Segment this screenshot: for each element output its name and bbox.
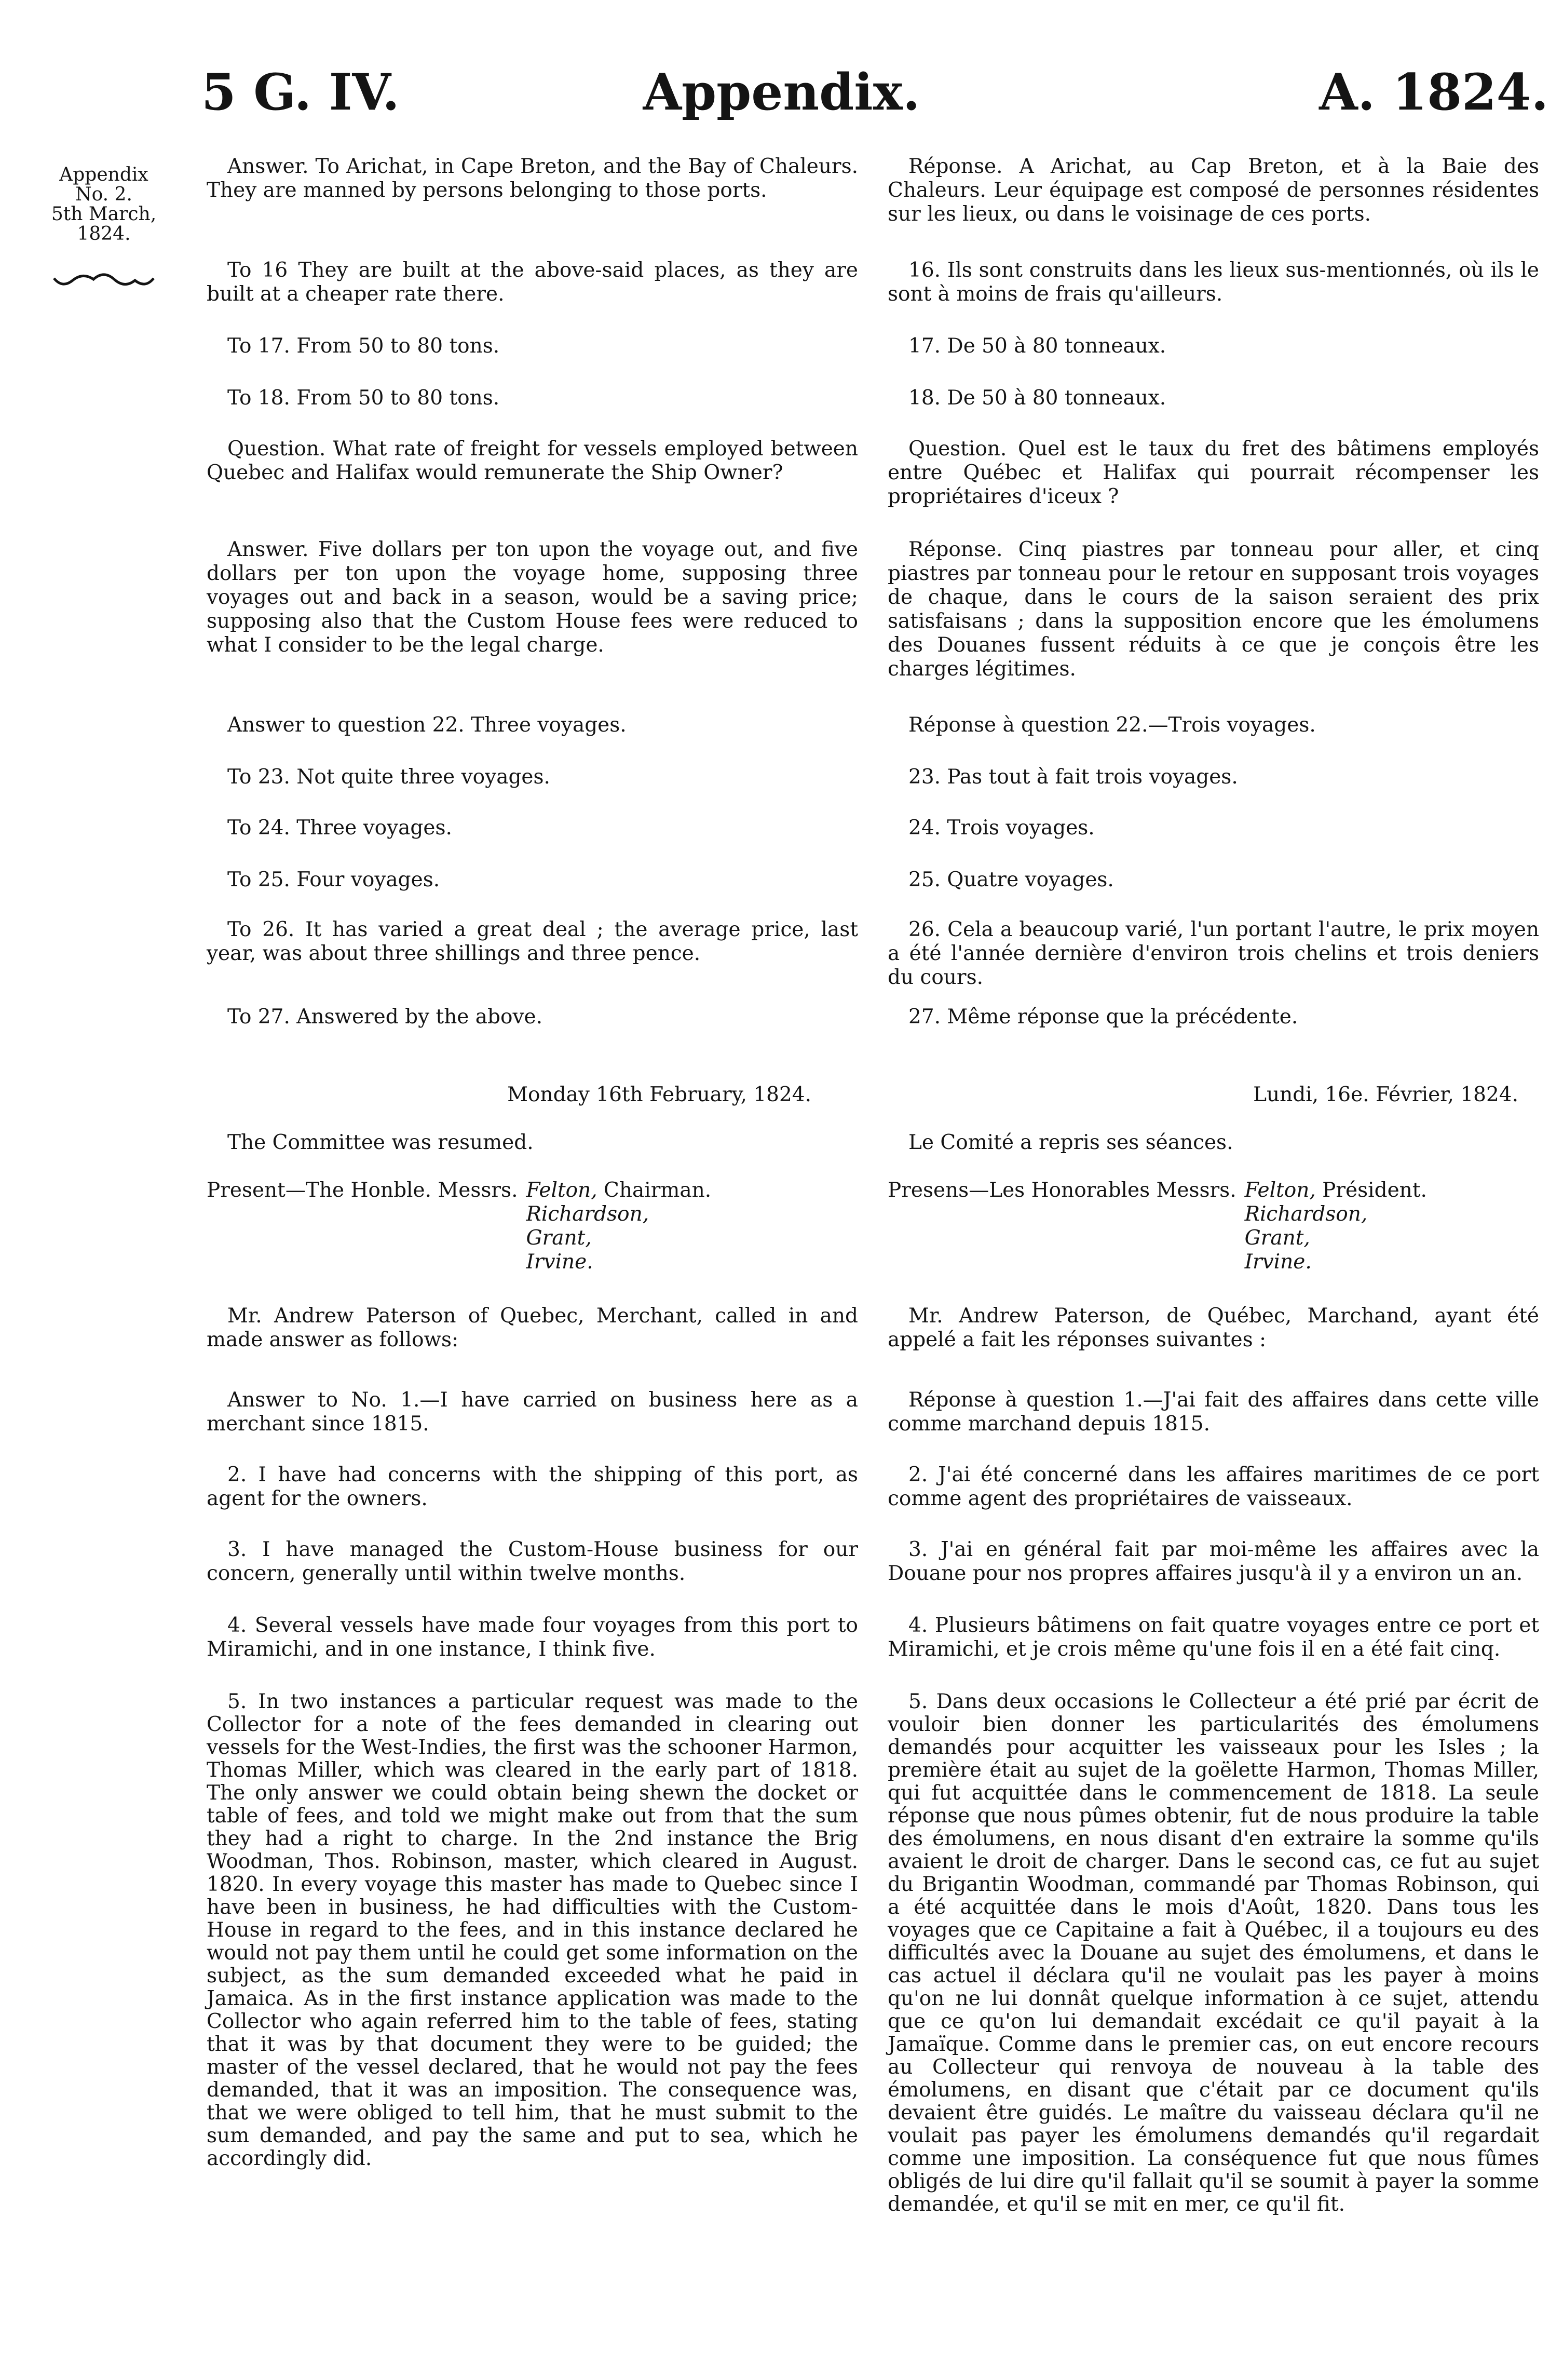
fr-answer-no5: 5. Dans deux occasions le Collecteur a été prié par écrit de vouloir bien donner les particularités des émolumens demandés pour acquitter les vaisseaux pour les Isles ; la première était au sujet de la goëlette Harmon, Thomas Miller, qui fut acquittée dans le commencement de 1818. La seule réponse que nous pûmes obtenir, fut de nous produire la table des émolumens, en nous disant d'en extraire la somme qu'ils avaient le droit de charger. Dans le second cas, ce fut au sujet du Brigantin Woodman, commandé par Thomas Robinson, qui a été acquittée dans le mois d'Août, 1820. Dans tous les voyages que ce Capitaine a fait à Québec, il a toujours eu des difficultés avec la Douane au sujet des émolumens, et dans le cas actuel il déclara qu'il ne voulait pas les payer à moins qu'on ne lui donnât quelque information à ce sujet, attendu que ce qu'on lui demandait excédait ce qu'il payait à la Jamaïque. Comme dans le premier cas, on eut encore recours au Collecteur qui renvoya de nouveau à la table des émolumens, en disant que c'était par ce document qu'ils devaient être guidés. Le maître du vaisseau déclara qu'il ne voulait pas payer les émolumens demandés qu'il regardait comme une imposition. La conséquence fut que nous fûmes obligés de lui dire qu'il fallait qu'il se soumit à payer la somme demandée, et qu'il se mit en mer, ce qu'il fit. (888, 1690, 1539, 2216)
en-answer-24: To 24. Three voyages. (227, 816, 452, 840)
fr-present-list (888, 1179, 1539, 1274)
fr-answer-23: 23. Pas tout à fait trois voyages. (908, 765, 1238, 789)
fr-answer-18: 18. De 50 à 80 tonneaux. (908, 386, 1166, 410)
member-name: Richardson, (526, 1202, 649, 1226)
en-answer-no2: 2. I have had concerns with the shipping of this port, as agent for the owners. (207, 1463, 858, 1510)
margin-note (47, 165, 161, 244)
en-answer-16: To 16 They are built at the above-said places, as they are built at a cheaper rate there. (207, 259, 858, 306)
en-answer-27: To 27. Answered by the above. (227, 1005, 542, 1029)
en-answer-no1: Answer to No. 1.—I have carried on business here as a merchant since 1815. (207, 1388, 858, 1436)
member-name: Felton, (1244, 1179, 1316, 1202)
en-answer-26: To 26. It has varied a great deal ; the average price, last year, was about three shillings and three pence. (207, 918, 858, 965)
fr-committee-resumed: Le Comité a repris ses séances. (908, 1131, 1233, 1154)
member-name: Grant, (1244, 1226, 1310, 1250)
member-name: Felton, (526, 1179, 597, 1202)
margin-note-line: No. 2. (75, 184, 132, 205)
en-committee-resumed: The Committee was resumed. (227, 1131, 534, 1154)
member-name: Richardson, (1244, 1202, 1368, 1226)
margin-note-line: Appendix (59, 164, 148, 185)
en-answer-no4: 4. Several vessels have made four voyages from this port to Miramichi, and in one instance, I think five. (207, 1614, 858, 1661)
fr-question-freight: Question. Quel est le taux du fret des bâtimens employés entre Québec et Halifax qui pourrait récompenser les propriétaires d'iceux ? (888, 437, 1539, 508)
en-date: Monday 16th February, 1824. (507, 1083, 811, 1106)
present-label: Present—The Honble. Messrs. (207, 1179, 518, 1202)
member-name: Irvine. (1244, 1250, 1312, 1274)
en-answer-18: To 18. From 50 to 80 tons. (227, 386, 500, 410)
fr-answer-26: 26. Cela a beaucoup varié, l'un portant l'autre, le prix moyen a été l'année dernière d'environ trois chelins et trois deniers du cours. (888, 918, 1539, 989)
member-role: Président. (1322, 1179, 1427, 1202)
fr-answer-22: Réponse à question 22.—Trois voyages. (908, 713, 1316, 737)
margin-note-line: 5th March, (51, 204, 157, 225)
header-session: 5 G. IV. (201, 63, 400, 121)
flourish-ornament (52, 268, 156, 292)
present-label: Presens—Les Honorables Messrs. (888, 1179, 1236, 1202)
header-year: A. 1824. (1319, 63, 1548, 121)
fr-answer-no1: Réponse à question 1.—J'ai fait des affaires dans cette ville comme marchand depuis 1815. (888, 1388, 1539, 1436)
fr-answer-no2: 2. J'ai été concerné dans les affaires maritimes de ce port comme agent des propriétaires de vaisseaux. (888, 1463, 1539, 1510)
en-answer-arichat: Answer. To Arichat, in Cape Breton, and the Bay of Chaleurs. They are manned by persons belonging to those ports. (207, 155, 858, 202)
fr-answer-no3: 3. J'ai en général fait par moi-même les affaires avec la Douane pour nos propres affaires jusqu'à il y a environ un an. (888, 1538, 1539, 1585)
fr-answer-arichat: Réponse. A Arichat, au Cap Breton, et à la Baie des Chaleurs. Leur équipage est composé de personnes résidentes sur les lieux, ou dans le voisinage de ces ports. (888, 155, 1539, 226)
en-answer-17: To 17. From 50 to 80 tons. (227, 334, 500, 358)
header-title: Appendix. (643, 63, 920, 121)
fr-answer-27: 27. Même réponse que la précédente. (908, 1005, 1298, 1029)
en-present-list (207, 1179, 858, 1274)
en-answer-freight: Answer. Five dollars per ton upon the voyage out, and five dollars per ton upon the voyage home, supposing three voyages out and back in a season, would be a saving price; supposing also that the Custom House fees were reduced to what I consider to be the legal charge. (207, 538, 858, 657)
en-answer-no5: 5. In two instances a particular request was made to the Collector for a note of the fees demanded in clearing out vessels for the West-Indies, the first was the schooner Harmon, Thomas Miller, which was cleared in the early part of 1818. The only answer we could obtain being shewn the docket or table of fees, and told we might make out from that the sum they had a right to charge. In the 2nd instance the Brig Woodman, Thos. Robinson, master, which cleared in August. 1820. In every voyage this master has made to Quebec since I have been in business, he had difficulties with the Custom-House in regard to the fees, and in this instance declared he would not pay them until he could get some information on the subject, as the sum demanded exceeded what he paid in Jamaica. As in the first instance application was made to the Collector who again referred him to the table of fees, stating that it was by that document they were to be guided; the master of the vessel declared, that he would not pay the fees demanded, that it was an imposition. The consequence was, that we were obliged to tell him, that he must submit to the sum demanded, and pay the same and put to sea, which he accordingly did. (207, 1690, 858, 2170)
present-chairman (526, 1179, 858, 1202)
fr-answer-freight: Réponse. Cinq piastres par tonneau pour aller, et cinq piastres par tonneau pour le retour en supposant trois voyages de chaque, dans le cours de la saison seraient des prix satisfaisans ; dans la supposition encore que les émolumens des Douanes fussent réduits à ce que je conçois être les charges légitimes. (888, 538, 1539, 681)
fr-answer-no4: 4. Plusieurs bâtimens on fait quatre voyages entre ce port et Miramichi, et je crois même qu'une fois il en a été fait cinq. (888, 1614, 1539, 1661)
member-role: Chairman. (604, 1179, 712, 1202)
fr-witness-intro: Mr. Andrew Paterson, de Québec, Marchand, ayant été appelé a fait les réponses suivantes : (888, 1304, 1539, 1351)
en-answer-no3: 3. I have managed the Custom-House business for our concern, generally until within twelve months. (207, 1538, 858, 1585)
en-witness-intro: Mr. Andrew Paterson of Quebec, Merchant, called in and made answer as follows: (207, 1304, 858, 1351)
fr-answer-16: 16. Ils sont construits dans les lieux sus-mentionnés, où ils le sont à moins de frais qu'ailleurs. (888, 259, 1539, 306)
en-answer-25: To 25. Four voyages. (227, 868, 440, 891)
en-answer-23: To 23. Not quite three voyages. (227, 765, 550, 789)
fr-date: Lundi, 16e. Février, 1824. (1253, 1083, 1518, 1106)
en-answer-22: Answer to question 22. Three voyages. (227, 713, 627, 737)
member-name: Grant, (526, 1226, 592, 1250)
fr-answer-24: 24. Trois voyages. (908, 816, 1095, 840)
present-president (1245, 1179, 1539, 1202)
en-question-freight: Question. What rate of freight for vessels employed between Quebec and Halifax would remunerate the Ship Owner? (207, 437, 858, 484)
member-name: Irvine. (526, 1250, 593, 1274)
fr-answer-25: 25. Quatre voyages. (908, 868, 1114, 891)
fr-answer-17: 17. De 50 à 80 tonneaux. (908, 334, 1166, 358)
margin-note-line: 1824. (77, 223, 131, 245)
